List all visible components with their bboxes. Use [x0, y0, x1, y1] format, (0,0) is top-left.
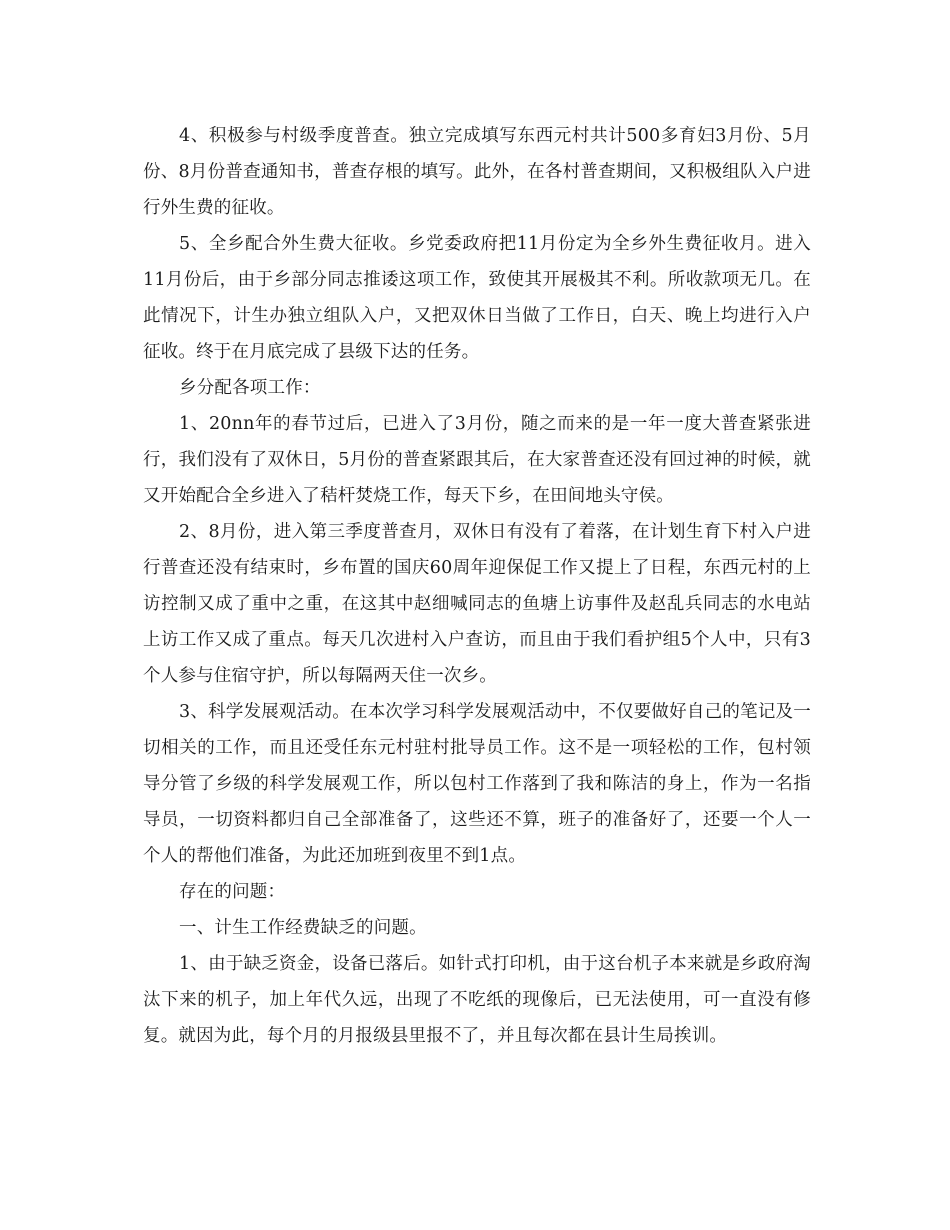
paragraph-problem-1: 1、由于缺乏资金，设备已落后。如针式打印机，由于这台机子本来就是乡政府淘汰下来的机子，加上年代久远，出现了不吃纸的现像后，已无法使用，可一直没有修复。就因为此，每个月的月报级县里报不了，并且每次都在县计生局挨训。: [143, 954, 811, 1046]
section-heading-township-tasks: 乡分配各项工作：: [179, 378, 321, 398]
section-heading-problems: 存在的问题：: [179, 882, 286, 902]
document-body: [143, 118, 811, 1054]
paragraph-item-5: 5、全乡配合外生费大征收。乡党委政府把11月份定为全乡外生费征收月。进入11月份后，由于乡部分同志推诿这项工作，致使其开展极其不利。所收款项无几。在此情况下，计生办独立组队入户，又把双休日当做了工作日，白天、晚上均进行入户征收。终于在月底完成了县级下达的任务。: [143, 234, 811, 362]
subheading-funding-problem: 一、计生工作经费缺乏的问题。: [179, 918, 427, 938]
paragraph-item-4: 4、积极参与村级季度普查。独立完成填写东西元村共计500多育妇3月份、5月份、8月份普查通知书，普查存根的填写。此外，在各村普查期间，又积极组队入户进行外生费的征收。: [143, 126, 811, 218]
paragraph-task-3: 3、科学发展观活动。在本次学习科学发展观活动中，不仅要做好自己的笔记及一切相关的工作，而且还受任东元村驻村批导员工作。这不是一项轻松的工作，包村领导分管了乡级的科学发展观工作，所以包村工作落到了我和陈洁的身上，作为一名指导员，一切资料都归自己全部准备了，这些还不算，班子的准备好了，还要一个人一个人的帮他们准备，为此还加班到夜里不到1点。: [143, 702, 811, 866]
paragraph-task-2: 2、8月份，进入第三季度普查月，双休日有没有了着落，在计划生育下村入户进行普查还没有结束时，乡布置的国庆60周年迎保促工作又提上了日程，东西元村的上访控制又成了重中之重，在这其中赵细喊同志的鱼塘上访事件及赵乱兵同志的水电站上访工作又成了重点。每天几次进村入户查访，而且由于我们看护组5个人中，只有3个人参与住宿守护，所以每隔两天住一次乡。: [143, 522, 811, 686]
paragraph-task-1: 1、20nn年的春节过后，已进入了3月份，随之而来的是一年一度大普查紧张进行，我们没有了双休日，5月份的普查紧跟其后，在大家普查还没有回过神的时候，就又开始配合全乡进入了秸杆焚烧工作，每天下乡，在田间地头守侯。: [143, 414, 811, 506]
